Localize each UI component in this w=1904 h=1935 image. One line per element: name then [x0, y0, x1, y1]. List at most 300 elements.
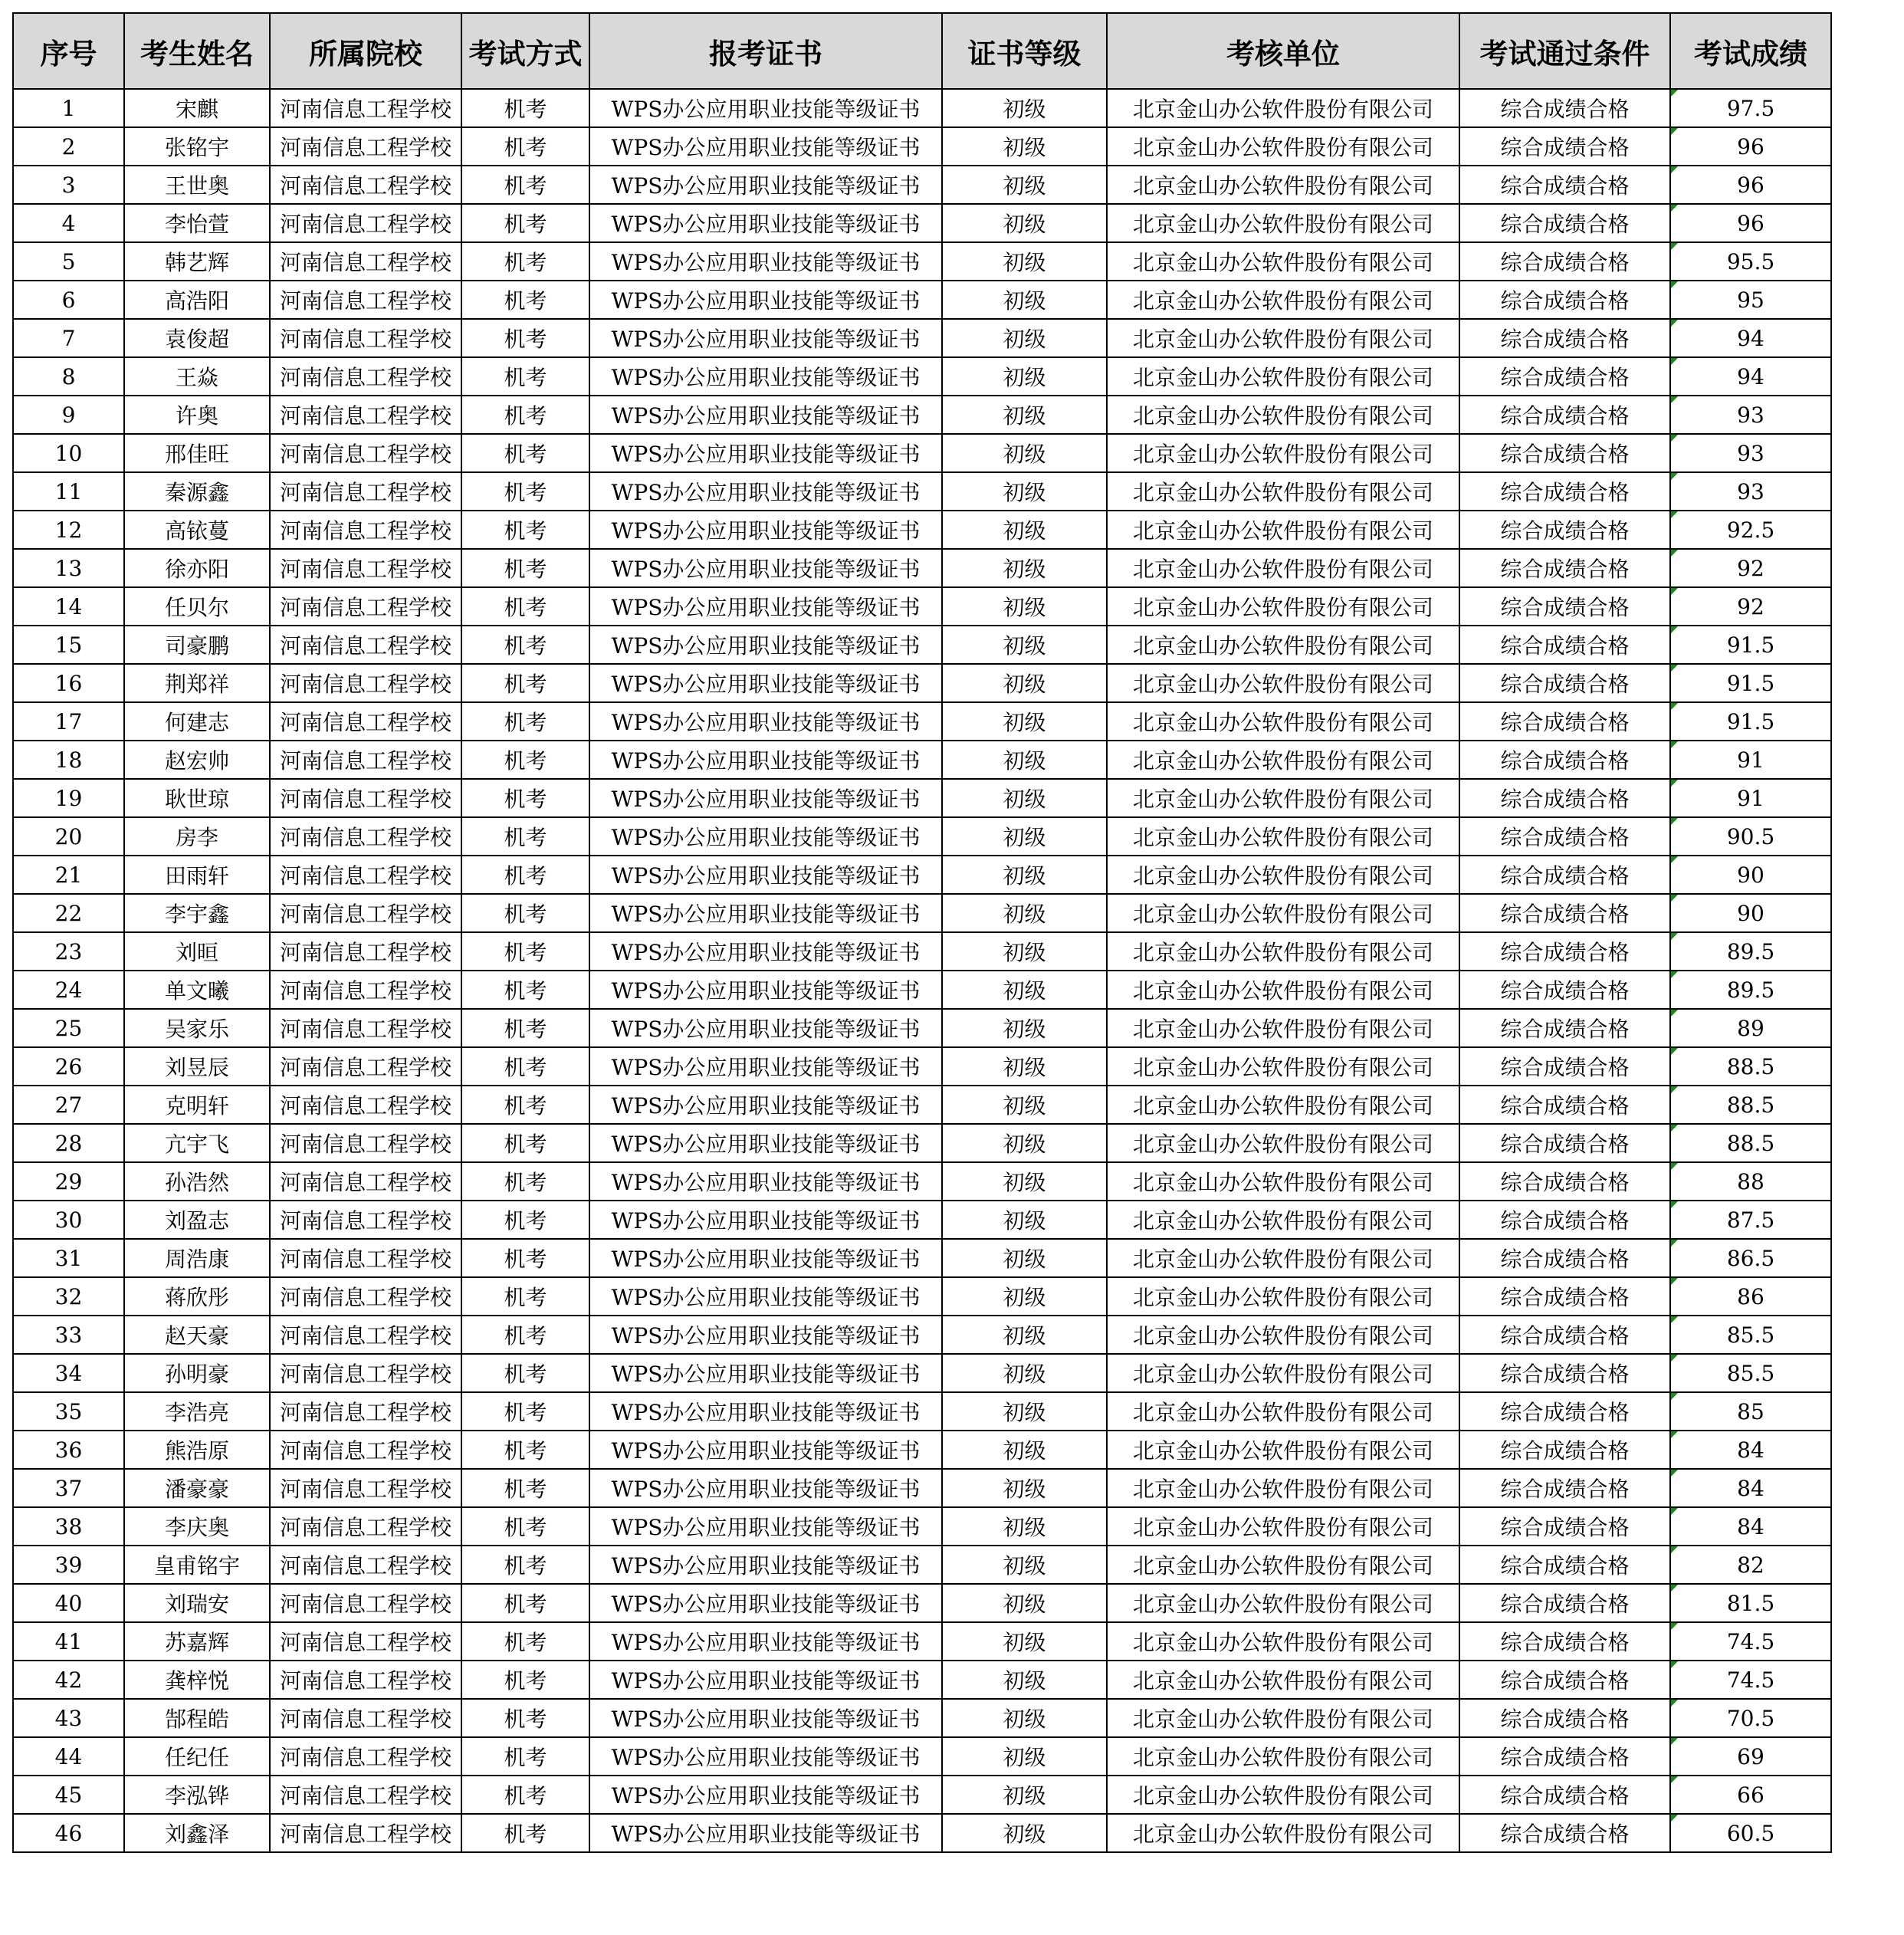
no-cell: 29 [13, 1162, 124, 1201]
unit-cell: 北京金山办公软件股份有限公司 [1107, 1737, 1459, 1776]
score-cell: 84 [1670, 1469, 1831, 1507]
no-cell: 16 [13, 664, 124, 702]
no-cell: 30 [13, 1201, 124, 1239]
method-cell: 机考 [461, 1239, 589, 1277]
table-row [13, 89, 1831, 127]
level-cell: 初级 [942, 1201, 1107, 1239]
condition-cell: 综合成绩合格 [1459, 971, 1670, 1009]
name-cell: 刘昱辰 [124, 1047, 270, 1086]
table-row [13, 817, 1831, 856]
unit-cell: 北京金山办公软件股份有限公司 [1107, 242, 1459, 281]
condition-cell: 综合成绩合格 [1459, 357, 1670, 396]
no-cell: 7 [13, 319, 124, 357]
school-cell: 河南信息工程学校 [270, 357, 461, 396]
level-cell: 初级 [942, 1431, 1107, 1469]
no-cell: 8 [13, 357, 124, 396]
method-cell: 机考 [461, 1469, 589, 1507]
condition-cell: 综合成绩合格 [1459, 281, 1670, 319]
method-cell: 机考 [461, 971, 589, 1009]
table-row [13, 1776, 1831, 1814]
level-cell: 初级 [942, 1814, 1107, 1852]
score-cell: 91.5 [1670, 702, 1831, 741]
school-cell: 河南信息工程学校 [270, 1354, 461, 1392]
header-school: 所属院校 [270, 13, 461, 89]
condition-cell: 综合成绩合格 [1459, 664, 1670, 702]
name-cell: 徐亦阳 [124, 549, 270, 587]
certificate-cell: WPS办公应用职业技能等级证书 [589, 434, 942, 472]
school-cell: 河南信息工程学校 [270, 741, 461, 779]
table-row [13, 396, 1831, 434]
no-cell: 31 [13, 1239, 124, 1277]
score-cell: 89 [1670, 1009, 1831, 1047]
unit-cell: 北京金山办公软件股份有限公司 [1107, 89, 1459, 127]
score-cell: 66 [1670, 1776, 1831, 1814]
level-cell: 初级 [942, 971, 1107, 1009]
score-cell: 88 [1670, 1162, 1831, 1201]
score-cell: 95 [1670, 281, 1831, 319]
school-cell: 河南信息工程学校 [270, 1622, 461, 1661]
school-cell: 河南信息工程学校 [270, 779, 461, 817]
method-cell: 机考 [461, 1546, 589, 1584]
score-cell: 96 [1670, 166, 1831, 204]
score-cell: 97.5 [1670, 89, 1831, 127]
certificate-cell: WPS办公应用职业技能等级证书 [589, 204, 942, 242]
level-cell: 初级 [942, 127, 1107, 166]
name-cell: 刘鑫泽 [124, 1814, 270, 1852]
no-cell: 2 [13, 127, 124, 166]
score-cell: 91 [1670, 741, 1831, 779]
no-cell: 34 [13, 1354, 124, 1392]
score-cell: 88.5 [1670, 1047, 1831, 1086]
score-cell: 92.5 [1670, 511, 1831, 549]
name-cell: 王焱 [124, 357, 270, 396]
school-cell: 河南信息工程学校 [270, 434, 461, 472]
method-cell: 机考 [461, 204, 589, 242]
method-cell: 机考 [461, 357, 589, 396]
table-row [13, 1201, 1831, 1239]
table-row [13, 856, 1831, 894]
table-row [13, 1239, 1831, 1277]
method-cell: 机考 [461, 434, 589, 472]
score-cell: 74.5 [1670, 1661, 1831, 1699]
unit-cell: 北京金山办公软件股份有限公司 [1107, 319, 1459, 357]
name-cell: 赵天豪 [124, 1316, 270, 1354]
method-cell: 机考 [461, 741, 589, 779]
unit-cell: 北京金山办公软件股份有限公司 [1107, 1009, 1459, 1047]
method-cell: 机考 [461, 1699, 589, 1737]
score-cell: 91.5 [1670, 664, 1831, 702]
name-cell: 韩艺辉 [124, 242, 270, 281]
unit-cell: 北京金山办公软件股份有限公司 [1107, 971, 1459, 1009]
method-cell: 机考 [461, 1507, 589, 1546]
certificate-cell: WPS办公应用职业技能等级证书 [589, 1354, 942, 1392]
method-cell: 机考 [461, 1009, 589, 1047]
level-cell: 初级 [942, 856, 1107, 894]
level-cell: 初级 [942, 741, 1107, 779]
score-cell: 89.5 [1670, 932, 1831, 971]
no-cell: 28 [13, 1124, 124, 1162]
unit-cell: 北京金山办公软件股份有限公司 [1107, 1277, 1459, 1316]
no-cell: 12 [13, 511, 124, 549]
condition-cell: 综合成绩合格 [1459, 242, 1670, 281]
no-cell: 18 [13, 741, 124, 779]
method-cell: 机考 [461, 702, 589, 741]
level-cell: 初级 [942, 1354, 1107, 1392]
level-cell: 初级 [942, 894, 1107, 932]
unit-cell: 北京金山办公软件股份有限公司 [1107, 779, 1459, 817]
table-row [13, 281, 1831, 319]
name-cell: 熊浩原 [124, 1431, 270, 1469]
school-cell: 河南信息工程学校 [270, 242, 461, 281]
certificate-cell: WPS办公应用职业技能等级证书 [589, 932, 942, 971]
unit-cell: 北京金山办公软件股份有限公司 [1107, 1124, 1459, 1162]
certificate-cell: WPS办公应用职业技能等级证书 [589, 1201, 942, 1239]
table-row [13, 587, 1831, 626]
condition-cell: 综合成绩合格 [1459, 319, 1670, 357]
certificate-cell: WPS办公应用职业技能等级证书 [589, 357, 942, 396]
level-cell: 初级 [942, 1622, 1107, 1661]
score-cell: 82 [1670, 1546, 1831, 1584]
score-cell: 86.5 [1670, 1239, 1831, 1277]
condition-cell: 综合成绩合格 [1459, 741, 1670, 779]
no-cell: 24 [13, 971, 124, 1009]
unit-cell: 北京金山办公软件股份有限公司 [1107, 587, 1459, 626]
condition-cell: 综合成绩合格 [1459, 1277, 1670, 1316]
score-cell: 88.5 [1670, 1124, 1831, 1162]
level-cell: 初级 [942, 1392, 1107, 1431]
method-cell: 机考 [461, 856, 589, 894]
unit-cell: 北京金山办公软件股份有限公司 [1107, 396, 1459, 434]
condition-cell: 综合成绩合格 [1459, 127, 1670, 166]
level-cell: 初级 [942, 702, 1107, 741]
method-cell: 机考 [461, 281, 589, 319]
table-row [13, 1354, 1831, 1392]
condition-cell: 综合成绩合格 [1459, 1239, 1670, 1277]
method-cell: 机考 [461, 1354, 589, 1392]
no-cell: 27 [13, 1086, 124, 1124]
certificate-cell: WPS办公应用职业技能等级证书 [589, 1469, 942, 1507]
unit-cell: 北京金山办公软件股份有限公司 [1107, 1622, 1459, 1661]
certificate-cell: WPS办公应用职业技能等级证书 [589, 779, 942, 817]
condition-cell: 综合成绩合格 [1459, 626, 1670, 664]
unit-cell: 北京金山办公软件股份有限公司 [1107, 894, 1459, 932]
header-name: 考生姓名 [124, 13, 270, 89]
school-cell: 河南信息工程学校 [270, 1546, 461, 1584]
score-cell: 85.5 [1670, 1316, 1831, 1354]
condition-cell: 综合成绩合格 [1459, 1354, 1670, 1392]
table-row [13, 1584, 1831, 1622]
method-cell: 机考 [461, 127, 589, 166]
unit-cell: 北京金山办公软件股份有限公司 [1107, 702, 1459, 741]
name-cell: 孙明豪 [124, 1354, 270, 1392]
no-cell: 11 [13, 472, 124, 511]
level-cell: 初级 [942, 626, 1107, 664]
table-row [13, 971, 1831, 1009]
no-cell: 33 [13, 1316, 124, 1354]
method-cell: 机考 [461, 1584, 589, 1622]
method-cell: 机考 [461, 1162, 589, 1201]
name-cell: 袁俊超 [124, 319, 270, 357]
header-row [13, 13, 1831, 89]
no-cell: 37 [13, 1469, 124, 1507]
score-cell: 86 [1670, 1277, 1831, 1316]
school-cell: 河南信息工程学校 [270, 702, 461, 741]
no-cell: 38 [13, 1507, 124, 1546]
no-cell: 4 [13, 204, 124, 242]
school-cell: 河南信息工程学校 [270, 894, 461, 932]
certificate-cell: WPS办公应用职业技能等级证书 [589, 817, 942, 856]
no-cell: 10 [13, 434, 124, 472]
table-row [13, 626, 1831, 664]
level-cell: 初级 [942, 1316, 1107, 1354]
level-cell: 初级 [942, 204, 1107, 242]
name-cell: 李泓铧 [124, 1776, 270, 1814]
no-cell: 20 [13, 817, 124, 856]
name-cell: 李庆奥 [124, 1507, 270, 1546]
score-cell: 74.5 [1670, 1622, 1831, 1661]
method-cell: 机考 [461, 1661, 589, 1699]
certificate-cell: WPS办公应用职业技能等级证书 [589, 1316, 942, 1354]
unit-cell: 北京金山办公软件股份有限公司 [1107, 1469, 1459, 1507]
table-row [13, 1392, 1831, 1431]
unit-cell: 北京金山办公软件股份有限公司 [1107, 856, 1459, 894]
unit-cell: 北京金山办公软件股份有限公司 [1107, 1814, 1459, 1852]
certificate-cell: WPS办公应用职业技能等级证书 [589, 1162, 942, 1201]
name-cell: 亢宇飞 [124, 1124, 270, 1162]
condition-cell: 综合成绩合格 [1459, 166, 1670, 204]
condition-cell: 综合成绩合格 [1459, 779, 1670, 817]
table-row [13, 1047, 1831, 1086]
level-cell: 初级 [942, 664, 1107, 702]
method-cell: 机考 [461, 1277, 589, 1316]
school-cell: 河南信息工程学校 [270, 89, 461, 127]
method-cell: 机考 [461, 1622, 589, 1661]
school-cell: 河南信息工程学校 [270, 817, 461, 856]
certificate-cell: WPS办公应用职业技能等级证书 [589, 89, 942, 127]
unit-cell: 北京金山办公软件股份有限公司 [1107, 626, 1459, 664]
method-cell: 机考 [461, 396, 589, 434]
no-cell: 36 [13, 1431, 124, 1469]
name-cell: 李怡萱 [124, 204, 270, 242]
school-cell: 河南信息工程学校 [270, 1239, 461, 1277]
condition-cell: 综合成绩合格 [1459, 856, 1670, 894]
no-cell: 22 [13, 894, 124, 932]
condition-cell: 综合成绩合格 [1459, 1737, 1670, 1776]
certificate-cell: WPS办公应用职业技能等级证书 [589, 587, 942, 626]
level-cell: 初级 [942, 472, 1107, 511]
certificate-cell: WPS办公应用职业技能等级证书 [589, 1392, 942, 1431]
unit-cell: 北京金山办公软件股份有限公司 [1107, 472, 1459, 511]
unit-cell: 北京金山办公软件股份有限公司 [1107, 549, 1459, 587]
unit-cell: 北京金山办公软件股份有限公司 [1107, 204, 1459, 242]
school-cell: 河南信息工程学校 [270, 204, 461, 242]
school-cell: 河南信息工程学校 [270, 472, 461, 511]
method-cell: 机考 [461, 1316, 589, 1354]
name-cell: 单文曦 [124, 971, 270, 1009]
school-cell: 河南信息工程学校 [270, 1124, 461, 1162]
name-cell: 龚梓悦 [124, 1661, 270, 1699]
method-cell: 机考 [461, 472, 589, 511]
method-cell: 机考 [461, 242, 589, 281]
name-cell: 苏嘉辉 [124, 1622, 270, 1661]
school-cell: 河南信息工程学校 [270, 664, 461, 702]
unit-cell: 北京金山办公软件股份有限公司 [1107, 1584, 1459, 1622]
condition-cell: 综合成绩合格 [1459, 702, 1670, 741]
level-cell: 初级 [942, 319, 1107, 357]
level-cell: 初级 [942, 1661, 1107, 1699]
school-cell: 河南信息工程学校 [270, 1201, 461, 1239]
table-row [13, 166, 1831, 204]
condition-cell: 综合成绩合格 [1459, 1392, 1670, 1431]
score-cell: 95.5 [1670, 242, 1831, 281]
unit-cell: 北京金山办公软件股份有限公司 [1107, 1162, 1459, 1201]
header-level: 证书等级 [942, 13, 1107, 89]
no-cell: 23 [13, 932, 124, 971]
unit-cell: 北京金山办公软件股份有限公司 [1107, 511, 1459, 549]
unit-cell: 北京金山办公软件股份有限公司 [1107, 434, 1459, 472]
condition-cell: 综合成绩合格 [1459, 472, 1670, 511]
no-cell: 42 [13, 1661, 124, 1699]
level-cell: 初级 [942, 587, 1107, 626]
school-cell: 河南信息工程学校 [270, 127, 461, 166]
score-cell: 69 [1670, 1737, 1831, 1776]
score-cell: 90 [1670, 856, 1831, 894]
certificate-cell: WPS办公应用职业技能等级证书 [589, 396, 942, 434]
school-cell: 河南信息工程学校 [270, 1776, 461, 1814]
name-cell: 李浩亮 [124, 1392, 270, 1431]
score-cell: 93 [1670, 434, 1831, 472]
certificate-cell: WPS办公应用职业技能等级证书 [589, 166, 942, 204]
certificate-cell: WPS办公应用职业技能等级证书 [589, 1086, 942, 1124]
header-condition: 考试通过条件 [1459, 13, 1670, 89]
method-cell: 机考 [461, 511, 589, 549]
method-cell: 机考 [461, 319, 589, 357]
school-cell: 河南信息工程学校 [270, 319, 461, 357]
name-cell: 高铱蔓 [124, 511, 270, 549]
unit-cell: 北京金山办公软件股份有限公司 [1107, 1086, 1459, 1124]
score-cell: 96 [1670, 204, 1831, 242]
table-row [13, 204, 1831, 242]
unit-cell: 北京金山办公软件股份有限公司 [1107, 166, 1459, 204]
condition-cell: 综合成绩合格 [1459, 1814, 1670, 1852]
name-cell: 刘晅 [124, 932, 270, 971]
level-cell: 初级 [942, 1776, 1107, 1814]
no-cell: 21 [13, 856, 124, 894]
level-cell: 初级 [942, 1162, 1107, 1201]
school-cell: 河南信息工程学校 [270, 856, 461, 894]
name-cell: 宋麒 [124, 89, 270, 127]
no-cell: 25 [13, 1009, 124, 1047]
certificate-cell: WPS办公应用职业技能等级证书 [589, 741, 942, 779]
table-row [13, 1009, 1831, 1047]
name-cell: 刘瑞安 [124, 1584, 270, 1622]
certificate-cell: WPS办公应用职业技能等级证书 [589, 1776, 942, 1814]
name-cell: 秦源鑫 [124, 472, 270, 511]
unit-cell: 北京金山办公软件股份有限公司 [1107, 1507, 1459, 1546]
no-cell: 46 [13, 1814, 124, 1852]
score-cell: 90.5 [1670, 817, 1831, 856]
unit-cell: 北京金山办公软件股份有限公司 [1107, 817, 1459, 856]
certificate-cell: WPS办公应用职业技能等级证书 [589, 856, 942, 894]
results-table [12, 12, 1832, 1853]
table-row [13, 1546, 1831, 1584]
table-row [13, 242, 1831, 281]
table-row [13, 741, 1831, 779]
score-cell: 94 [1670, 357, 1831, 396]
no-cell: 45 [13, 1776, 124, 1814]
level-cell: 初级 [942, 1699, 1107, 1737]
method-cell: 机考 [461, 89, 589, 127]
no-cell: 3 [13, 166, 124, 204]
no-cell: 40 [13, 1584, 124, 1622]
table-row [13, 1622, 1831, 1661]
score-cell: 91.5 [1670, 626, 1831, 664]
score-cell: 85 [1670, 1392, 1831, 1431]
certificate-cell: WPS办公应用职业技能等级证书 [589, 1009, 942, 1047]
condition-cell: 综合成绩合格 [1459, 1699, 1670, 1737]
table-row [13, 1277, 1831, 1316]
certificate-cell: WPS办公应用职业技能等级证书 [589, 242, 942, 281]
no-cell: 6 [13, 281, 124, 319]
name-cell: 王世奥 [124, 166, 270, 204]
unit-cell: 北京金山办公软件股份有限公司 [1107, 741, 1459, 779]
no-cell: 14 [13, 587, 124, 626]
school-cell: 河南信息工程学校 [270, 396, 461, 434]
unit-cell: 北京金山办公软件股份有限公司 [1107, 1776, 1459, 1814]
school-cell: 河南信息工程学校 [270, 587, 461, 626]
level-cell: 初级 [942, 89, 1107, 127]
certificate-cell: WPS办公应用职业技能等级证书 [589, 1814, 942, 1852]
table-row [13, 319, 1831, 357]
name-cell: 李宇鑫 [124, 894, 270, 932]
method-cell: 机考 [461, 626, 589, 664]
condition-cell: 综合成绩合格 [1459, 89, 1670, 127]
name-cell: 孙浩然 [124, 1162, 270, 1201]
condition-cell: 综合成绩合格 [1459, 1201, 1670, 1239]
method-cell: 机考 [461, 166, 589, 204]
school-cell: 河南信息工程学校 [270, 281, 461, 319]
school-cell: 河南信息工程学校 [270, 1661, 461, 1699]
unit-cell: 北京金山办公软件股份有限公司 [1107, 664, 1459, 702]
school-cell: 河南信息工程学校 [270, 1162, 461, 1201]
unit-cell: 北京金山办公软件股份有限公司 [1107, 1699, 1459, 1737]
score-cell: 85.5 [1670, 1354, 1831, 1392]
level-cell: 初级 [942, 1124, 1107, 1162]
school-cell: 河南信息工程学校 [270, 971, 461, 1009]
unit-cell: 北京金山办公软件股份有限公司 [1107, 1201, 1459, 1239]
school-cell: 河南信息工程学校 [270, 626, 461, 664]
certificate-cell: WPS办公应用职业技能等级证书 [589, 1277, 942, 1316]
condition-cell: 综合成绩合格 [1459, 1661, 1670, 1699]
method-cell: 机考 [461, 1431, 589, 1469]
name-cell: 许奥 [124, 396, 270, 434]
condition-cell: 综合成绩合格 [1459, 817, 1670, 856]
table-row [13, 549, 1831, 587]
name-cell: 郜程皓 [124, 1699, 270, 1737]
certificate-cell: WPS办公应用职业技能等级证书 [589, 626, 942, 664]
school-cell: 河南信息工程学校 [270, 1584, 461, 1622]
school-cell: 河南信息工程学校 [270, 1277, 461, 1316]
level-cell: 初级 [942, 1086, 1107, 1124]
condition-cell: 综合成绩合格 [1459, 1584, 1670, 1622]
school-cell: 河南信息工程学校 [270, 1431, 461, 1469]
name-cell: 司豪鹏 [124, 626, 270, 664]
score-cell: 93 [1670, 396, 1831, 434]
table-row [13, 1086, 1831, 1124]
condition-cell: 综合成绩合格 [1459, 1047, 1670, 1086]
no-cell: 39 [13, 1546, 124, 1584]
no-cell: 17 [13, 702, 124, 741]
